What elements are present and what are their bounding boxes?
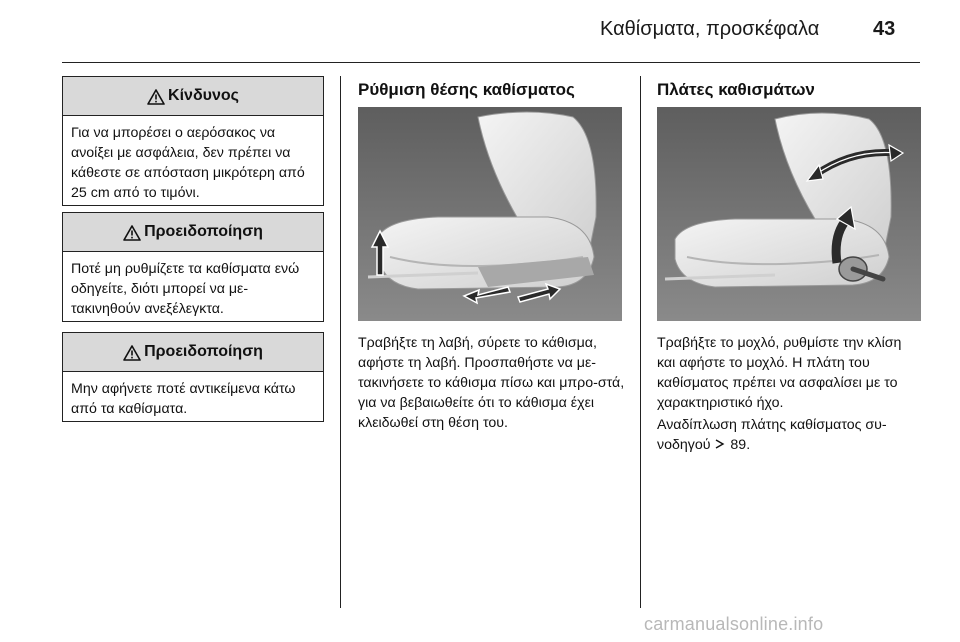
seat-backrests-text: Τραβήξτε το μοχλό, ρυθμίστε την κλίση και αφήστε το μοχλό. Η πλάτη του καθίσματος πρέπει να ασφαλίσει με το χαρακτηριστικό ήχο. <box>657 335 902 411</box>
page-number: 43 <box>873 18 896 40</box>
caution-box-2 <box>62 332 324 422</box>
fold-backrest-page-ref[interactable]: 89. <box>730 437 751 453</box>
caution-box-1-header <box>63 213 323 252</box>
column-divider-right <box>640 76 641 608</box>
caution-box-1-text: Ποτέ μη ρυθμίζετε τα καθίσματα ενώ οδηγείτε, διότι μπορεί να με-τακινηθούν ανεξέλεγκτα. <box>71 261 300 317</box>
caution-box-2-header <box>63 333 323 372</box>
reference-arrow-icon <box>714 438 726 450</box>
caution-box-2-heading: Προειδοποίηση <box>144 343 263 360</box>
backrest-recline-illustration <box>657 107 921 321</box>
warning-triangle-icon <box>123 345 141 361</box>
caution-box-1 <box>62 212 324 322</box>
watermark: carmanualsonline.info <box>644 614 824 634</box>
seat-backrests-title: Πλάτες καθισμάτων <box>657 80 815 99</box>
header-rule <box>62 62 920 63</box>
danger-box-header <box>63 77 323 116</box>
seat-position-title: Ρύθμιση θέσης καθίσματος <box>358 80 575 99</box>
danger-box-text: Για να μπορέσει ο αερόσακος να ανοίξει με ασφάλεια, δεν πρέπει να κάθεστε σε απόσταση μικρότερη από 25 cm από το τιμόνι. <box>71 125 305 201</box>
column-divider-left <box>340 76 341 608</box>
warning-triangle-icon <box>123 225 141 241</box>
seat-position-text: Τραβήξτε τη λαβή, σύρετε το κάθισμα, αφήστε τη λαβή. Προσπαθήστε να με-τακινήσετε το κάθισμα πίσω και μπρο-στά, για να βεβαιωθείτε ότι το κάθισμα έχει κλειδωθεί στη θέση του. <box>358 335 625 431</box>
page-header-title: Καθίσματα, προσκέφαλα <box>600 18 820 40</box>
fold-backrest-text <box>657 415 921 455</box>
danger-box-heading: Κίνδυνος <box>168 87 239 104</box>
danger-box <box>62 76 324 206</box>
fold-backrest-label: Αναδίπλωση πλάτης καθίσματος συ-νοδηγού <box>657 417 887 453</box>
warning-triangle-icon <box>147 89 165 105</box>
seat-slide-illustration <box>358 107 622 321</box>
caution-box-1-heading: Προειδοποίηση <box>144 223 263 240</box>
caution-box-2-text: Μην αφήνετε ποτέ αντικείμενα κάτω από τα καθίσματα. <box>71 381 296 417</box>
